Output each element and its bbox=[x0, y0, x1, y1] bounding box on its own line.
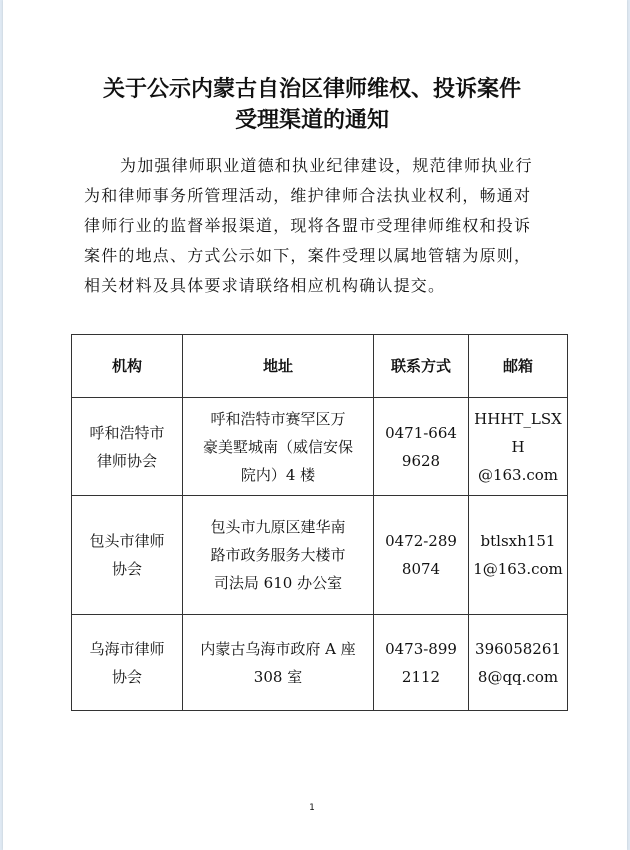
cell-line: 0472-289 bbox=[385, 532, 457, 550]
cell-line: 2112 bbox=[401, 667, 441, 686]
body-line: 律师行业的监督举报渠道，现将各盟市受理律师维权和投诉 bbox=[84, 216, 532, 235]
cell-org bbox=[72, 398, 183, 496]
channels-table bbox=[71, 334, 568, 711]
cell-line: 308 室 bbox=[253, 667, 303, 686]
title-line-1: 关于公示内蒙古自治区律师维权、投诉案件 bbox=[102, 77, 521, 102]
cell-line: btlsxh151 bbox=[480, 532, 556, 550]
cell-phone bbox=[374, 615, 469, 711]
cell-phone bbox=[374, 496, 469, 615]
table-row bbox=[72, 615, 568, 711]
cell-line: 8074 bbox=[401, 560, 441, 578]
cell-line: HHHT_LSXH bbox=[474, 409, 562, 456]
cell-line: @163.com bbox=[477, 465, 559, 484]
cell-line: 包头市律师 bbox=[89, 532, 165, 550]
document-title bbox=[0, 74, 627, 136]
title-line-2: 受理渠道的通知 bbox=[234, 108, 389, 133]
page-number: 1 bbox=[309, 803, 315, 813]
body-line: 相关材料及具体要求请联络相应机构确认提交。 bbox=[84, 276, 446, 295]
cell-phone bbox=[374, 398, 469, 496]
cell-line: 路市政务服务大楼市 bbox=[210, 546, 346, 564]
cell-line: 9628 bbox=[401, 451, 441, 470]
cell-org bbox=[72, 615, 183, 711]
cell-line: 内蒙古乌海市政府 A 座 bbox=[200, 639, 356, 658]
cell-line: 司法局 610 办公室 bbox=[213, 574, 343, 592]
cell-address bbox=[183, 615, 374, 711]
body-line: 案件的地点、方式公示如下，案件受理以属地管辖为原则， bbox=[84, 246, 532, 265]
body-line: 为和律师事务所管理活动，维护律师合法执业权利，畅通对 bbox=[84, 186, 532, 205]
cell-line: 8@qq.com bbox=[477, 667, 559, 686]
header-email: 邮箱 bbox=[469, 335, 568, 398]
cell-line: 呼和浩特市 bbox=[89, 423, 165, 442]
cell-line: 协会 bbox=[111, 667, 142, 686]
cell-email bbox=[469, 496, 568, 615]
cell-line: 包头市九原区建华南 bbox=[210, 518, 346, 536]
cell-line: 豪美墅城南（威信安保 bbox=[202, 437, 353, 456]
cell-line: 0471-664 bbox=[385, 423, 457, 442]
cell-line: 院内）4 楼 bbox=[240, 465, 316, 484]
cell-line: 1@163.com bbox=[473, 560, 563, 578]
cell-address bbox=[183, 496, 374, 615]
cell-line: 乌海市律师 bbox=[89, 639, 165, 658]
cell-line: 0473-899 bbox=[385, 639, 457, 658]
header-org: 机构 bbox=[72, 335, 183, 398]
header-contact: 联系方式 bbox=[374, 335, 469, 398]
cell-line: 协会 bbox=[111, 560, 142, 578]
table-row bbox=[72, 398, 568, 496]
cell-email bbox=[469, 398, 568, 496]
cell-line: 396058261 bbox=[475, 639, 561, 658]
body-line: 为加强律师职业道德和执业纪律建设，规范律师执业行 bbox=[120, 156, 533, 175]
table-row bbox=[72, 496, 568, 615]
cell-line: 呼和浩特市赛罕区万 bbox=[210, 409, 346, 428]
header-address: 地址 bbox=[183, 335, 374, 398]
cell-org bbox=[72, 496, 183, 615]
notice-body bbox=[84, 151, 564, 301]
table-header-row bbox=[72, 335, 568, 398]
cell-email bbox=[469, 615, 568, 711]
cell-line: 律师协会 bbox=[96, 451, 157, 470]
cell-address bbox=[183, 398, 374, 496]
